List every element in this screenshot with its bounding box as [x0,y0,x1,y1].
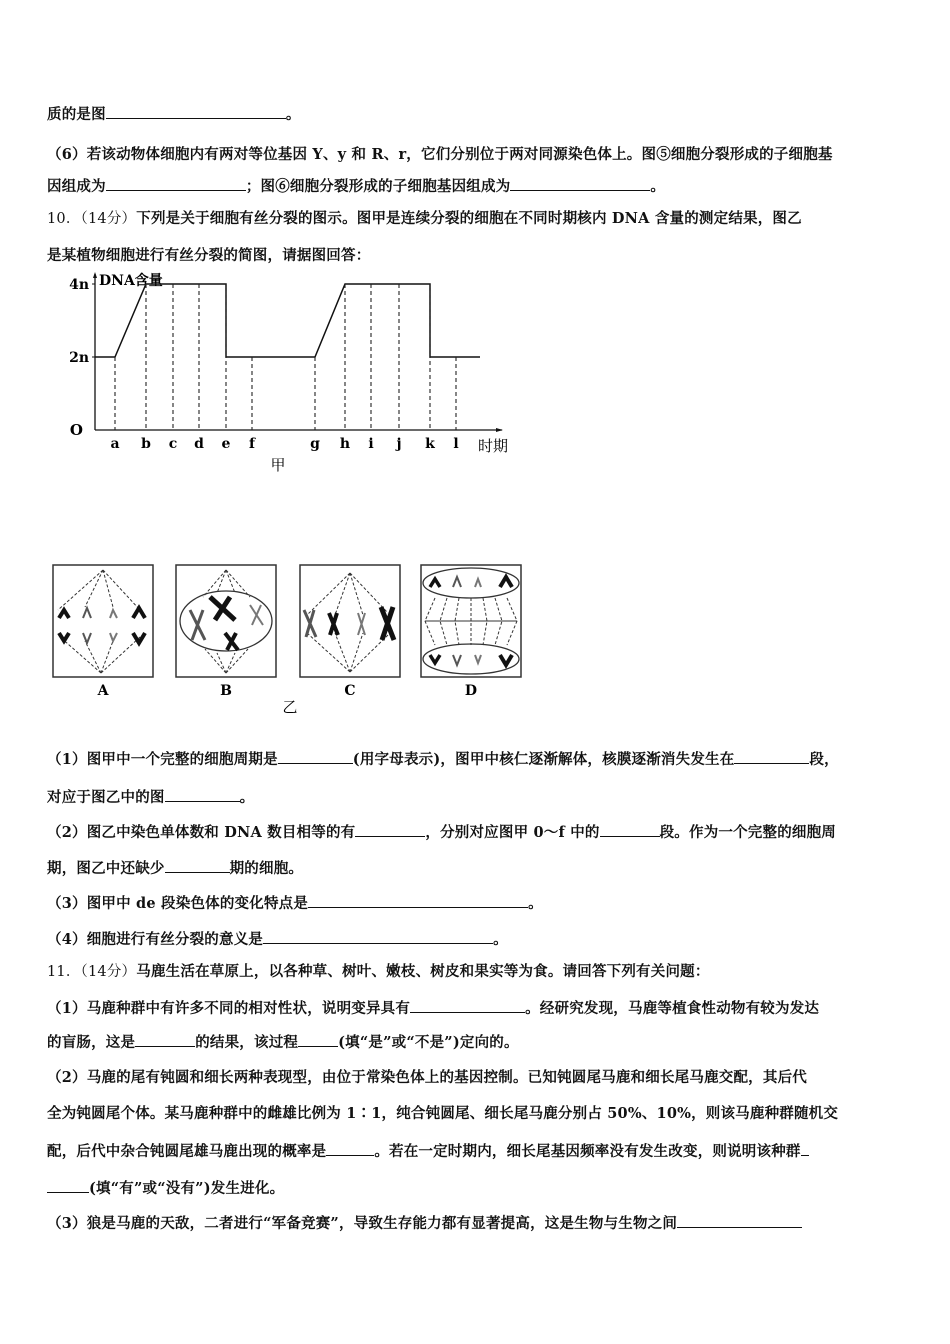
text-segment: 期的细胞。 [229,860,304,877]
answer-blank[interactable] [600,822,660,837]
text-segment: 。 [239,789,255,806]
answer-blank[interactable] [734,749,809,764]
chart-title: 甲 [270,456,286,474]
x-tick-label: e [221,436,231,452]
panel-label-d: D [464,683,478,699]
panel-label-a: A [97,683,109,699]
question-number: 10．（14分） [47,211,137,227]
y-axis-label: DNA含量 [99,273,163,289]
answer-blank[interactable] [308,893,528,908]
text-segment: （2）马鹿的尾有钝圆和细长两种表现型，由位于常染色体上的基因控制。已知钝圆尾马鹿和细长尾马鹿交配，其后代 [47,1069,807,1086]
answer-blank[interactable] [677,1213,802,1228]
cell-panel-c [300,565,400,699]
panel-label-c: C [344,683,356,699]
text-segment: 。 [528,895,543,912]
text-line [47,1178,284,1199]
x-tick-label: h [339,436,351,452]
answer-blank[interactable] [165,858,230,873]
text-segment: 。经研究发现，马鹿等植食性动物有较为发达 [525,1000,820,1017]
text-segment: 马鹿生活在草原上，以各种草、树叶、嫩枝、树皮和果实等为食。请回答下列有关问题： [136,963,710,980]
text-line [47,1032,519,1053]
y-tick-label: 2n [69,350,89,366]
text-line [47,822,836,843]
answer-blank[interactable] [106,176,246,191]
text-segment: 段， [809,751,839,768]
text-segment: （1）马鹿种群中有许多不同的相对性状，说明变异具有 [47,1000,411,1017]
x-axis-label: 时期 [478,437,509,455]
text-segment: 。 [285,106,301,123]
text-segment: 全为钝圆尾个体。某马鹿种群中的雌雄比例为 1∶1，纯合钝圆尾、细长尾马鹿分别占 50%、10%，则该马鹿种群随机交 [47,1105,839,1122]
panel-label-b: B [220,683,232,699]
answer-blank[interactable] [135,1032,195,1047]
cell-panel-a [53,565,153,699]
x-tick-label: d [194,436,204,452]
text-segment: 是某植物细胞进行有丝分裂的简图，请据图回答： [47,247,371,264]
text-line [47,1104,838,1124]
x-tick-label: g [310,436,320,452]
text-segment: (用字母表示)，图甲中核仁逐渐解体，核膜逐渐消失发生在 [352,751,735,768]
cell-panel-d [421,565,521,699]
x-tick-label: c [168,436,178,452]
figure-yi-title: 乙 [282,698,298,715]
text-line [47,1141,809,1162]
text-line [47,209,802,229]
text-line [47,929,508,950]
answer-blank[interactable] [263,929,493,944]
text-line [47,104,301,125]
text-line [47,787,254,808]
text-line [47,858,303,879]
answer-blank[interactable] [801,1141,809,1156]
answer-blank[interactable] [165,787,240,802]
text-segment: （2）图乙中染色单体数和 DNA 数目相等的有 [47,824,356,841]
text-segment: (填“是”或“不是”)定向的。 [338,1034,519,1051]
dna-content-line [95,284,480,357]
question-number: 11．（14分） [47,964,137,980]
text-segment: 段。作为一个完整的细胞周 [659,824,837,841]
x-tick-label: a [110,436,120,452]
dna-content-chart [60,270,530,485]
answer-blank[interactable] [326,1141,374,1156]
text-line [47,962,710,982]
text-segment: ，分别对应图甲 0～f 中的 [425,824,600,841]
x-tick-label: b [141,436,151,452]
text-line [47,145,833,165]
text-segment: 对应于图乙中的图 [47,789,165,806]
text-segment: （4）细胞进行有丝分裂的意义是 [47,931,264,948]
text-segment: （6）若该动物体细胞内有两对等位基因 Y、y 和 R、r，它们分别位于两对同源染色体上。图⑤细胞分裂形成的子细胞基 [47,146,833,163]
text-segment: ；图⑥细胞分裂形成的子细胞基因组成为 [245,178,511,195]
mitosis-cell-diagrams [45,555,535,715]
text-line [47,998,819,1019]
x-tick-label: j [396,436,402,452]
x-tick-label: l [453,436,459,452]
answer-blank[interactable] [298,1032,338,1047]
cell-panel-b [176,565,276,699]
text-segment: （3）图甲中 de 段染色体的变化特点是 [47,895,309,912]
text-line [47,246,370,266]
origin-label: O [69,421,83,439]
text-segment: 。 [650,178,666,195]
text-segment: 。若在一定时期内，细长尾基因频率没有发生改变，则说明该种群 [374,1143,801,1160]
answer-blank[interactable] [106,104,286,119]
text-segment: 质的是图 [47,106,106,123]
x-tick-label: f [248,436,256,452]
text-segment: (填“有”或“没有”)发生进化。 [89,1180,285,1197]
text-segment: 下列是关于细胞有丝分裂的图示。图甲是连续分裂的细胞在不同时期核内 DNA 含量的测定结果，图乙 [136,210,802,227]
x-tick-label: k [425,436,435,452]
text-line [47,749,839,770]
answer-blank[interactable] [410,998,525,1013]
y-tick-label: 4n [69,277,89,293]
text-segment: 配，后代中杂合钝圆尾雄马鹿出现的概率是 [47,1143,327,1160]
text-line [47,176,665,197]
text-segment: 的盲肠，这是 [47,1034,136,1051]
text-line [47,1068,807,1088]
x-tick-label: i [368,436,374,452]
text-line [47,1213,802,1234]
text-segment: （3）狼是马鹿的天敌，二者进行“军备竞赛”，导致生存能力都有显著提高，这是生物与生物之间 [47,1215,678,1232]
answer-blank[interactable] [47,1178,89,1193]
text-segment: （1）图甲中一个完整的细胞周期是 [47,751,278,768]
text-segment: 因组成为 [47,178,106,195]
answer-blank[interactable] [278,749,353,764]
text-segment: 的结果，该过程 [195,1034,299,1051]
text-line [47,893,543,914]
answer-blank[interactable] [510,176,650,191]
text-segment: 期，图乙中还缺少 [47,860,165,877]
text-segment: 。 [493,931,508,948]
answer-blank[interactable] [355,822,425,837]
